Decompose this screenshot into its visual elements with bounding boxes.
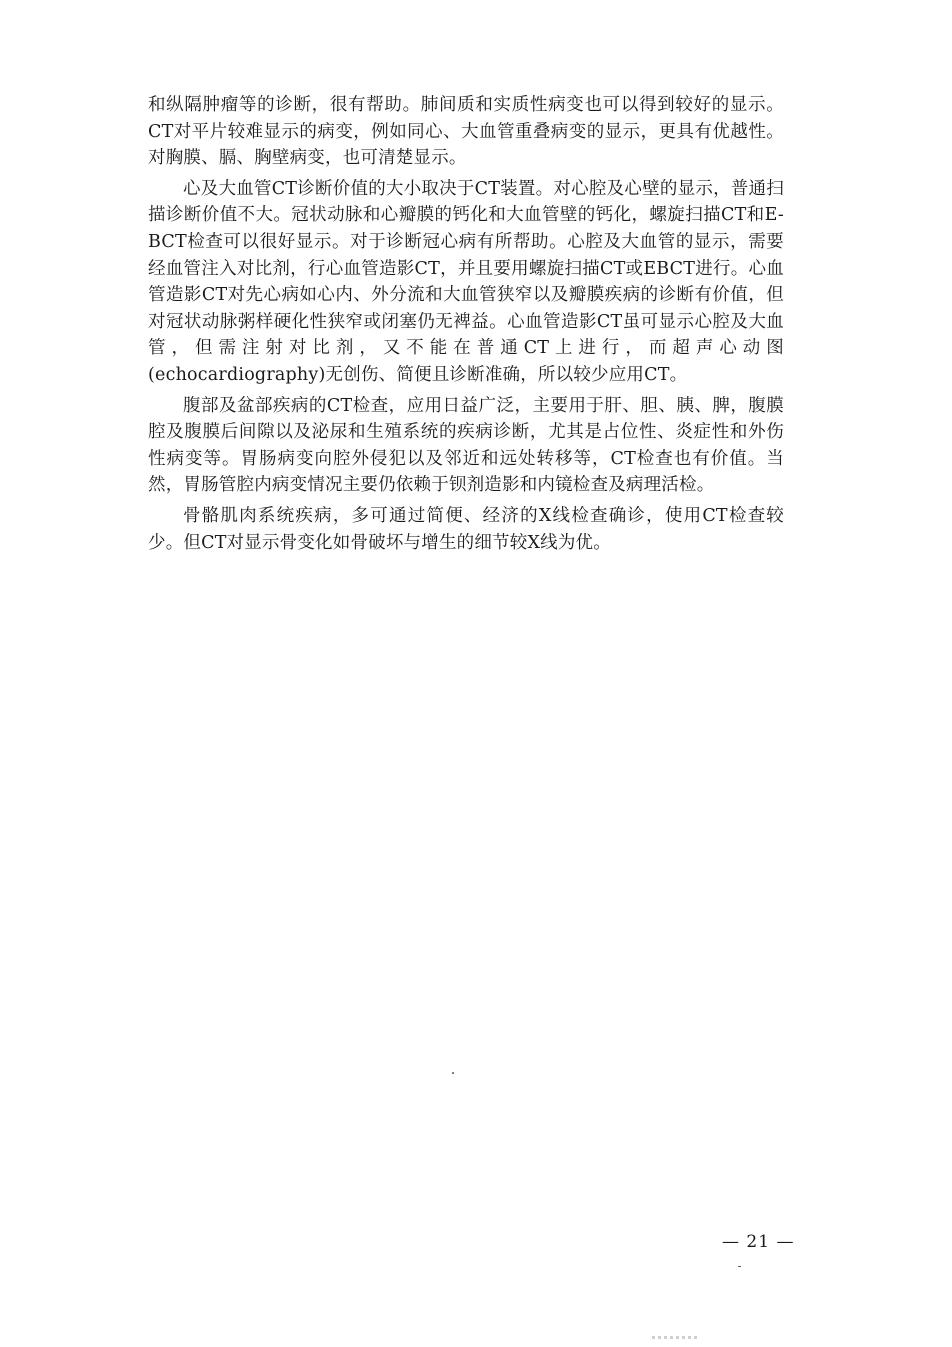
- paragraph-musculoskeletal-ct: 骨骼肌肉系统疾病，多可通过简便、经济的X线检查确诊，使用CT检查较少。但CT对显示骨变化如骨破坏与增生的细节较X线为优。: [148, 505, 784, 553]
- page-number: — 21 —: [722, 1232, 795, 1252]
- paragraph-cardiac-ct: 心及大血管CT诊断价值的大小取决于CT装置。对心腔及心壁的显示，普通扫描诊断价值不大。冠状动脉和心瓣膜的钙化和大血管壁的钙化，螺旋扫描CT和E-BCT检查可以很好显示。对于诊断冠心病有所帮助。心腔及大血管的显示，需要经血管注入对比剂，行心血管造影CT，并且要用螺旋扫描CT或EBCT进行。心血管造影CT对先心病如心内、外分流和大血管狭窄以及瓣膜疾病的诊断有价值，但对冠状动脉粥样硬化性狭窄或闭塞仍无裨益。心血管造影CT虽可显示心腔及大血管，但需注射对比剂，又不能在普通CT上进行，而超声心动图(echocardiography)无创伤、简便且诊断准确，所以较少应用CT。: [148, 178, 784, 385]
- page-body: [148, 92, 784, 560]
- scan-smudge: [652, 1336, 698, 1339]
- paragraph-continued: 和纵隔肿瘤等的诊断，很有帮助。肺间质和实质性病变也可以得到较好的显示。CT对平片较难显示的病变，例如同心、大血管重叠病变的显示，更具有优越性。对胸膜、膈、胸壁病变，也可清楚显示。: [148, 95, 784, 169]
- paragraph-abdominal-ct: 腹部及盆部疾病的CT检查，应用日益广泛，主要用于肝、胆、胰、脾，腹膜腔及腹膜后间隙以及泌尿和生殖系统的疾病诊断，尤其是占位性、炎症性和外伤性病变等。胃肠病变向腔外侵犯以及邻近和远处转移等，CT检查也有价值。当然，胃肠管腔内病变情况主要仍依赖于钡剂造影和内镜检查及病理活检。: [148, 395, 784, 496]
- scan-speck: [452, 1072, 454, 1074]
- scan-speck: [738, 1266, 741, 1267]
